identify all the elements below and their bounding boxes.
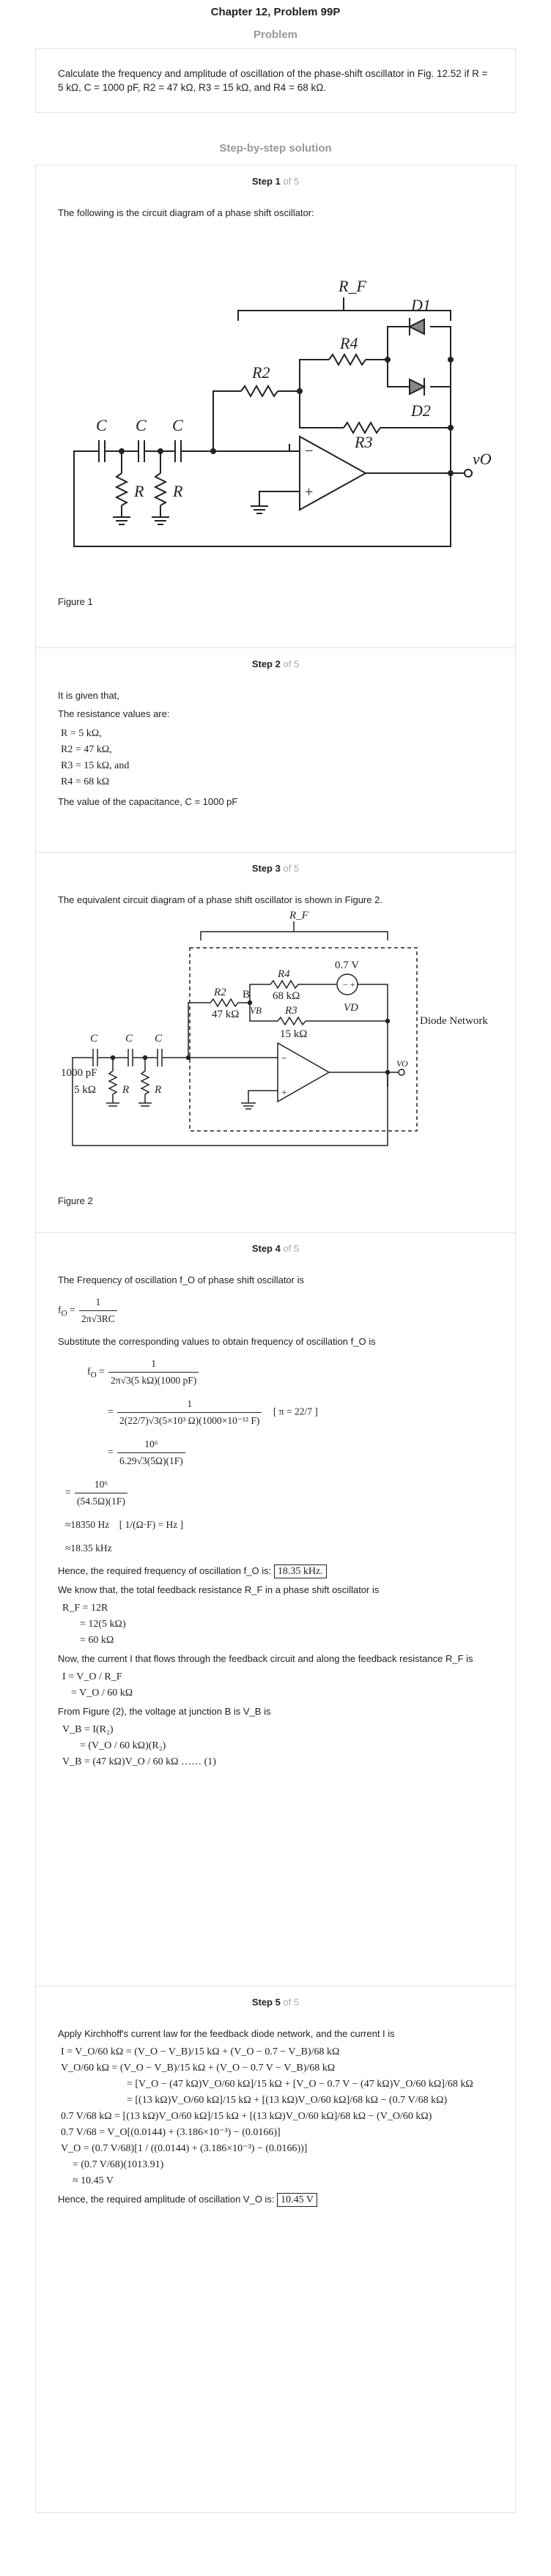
label-r3: R3: [355, 433, 373, 451]
result-amplitude: 10.45 V: [277, 2193, 317, 2207]
label-vo: VO: [396, 1058, 408, 1069]
calc4-den: (54.5Ω)(1F): [77, 1496, 125, 1507]
vb-line: V_B = I(R₂): [62, 1724, 114, 1735]
step-3: [36, 853, 515, 1233]
label-d1: D1: [411, 296, 431, 314]
kcl-line: = [(13 kΩ)V_O/60 kΩ]/15 kΩ + [(13 kΩ)V_O/60 kΩ]/68 kΩ − (0.7 V/68 kΩ): [127, 2095, 448, 2106]
equivalent-circuit-diagram: [58, 911, 498, 1189]
problem-text: Calculate the frequency and amplitude of oscillation of the phase-shift oscillator in Fig. 12.52 if R = 5 kΩ, C = 1000 pF, R2 = 47 kΩ, R3 = 15 kΩ, and R4 = 68 kΩ.: [58, 68, 488, 93]
step-text: The following is the circuit diagram of a phase shift oscillator:: [58, 207, 314, 218]
pi-note: π = 22/7: [278, 1406, 312, 1417]
kcl-line: 0.7 V/68 kΩ = [(13 kΩ)V_O/60 kΩ]/15 kΩ + [(13 kΩ)V_O/60 kΩ]/68 kΩ − (V_O/60 kΩ): [61, 2111, 432, 2122]
result-text: Hence, the required frequency of oscillation f_O is:: [58, 1565, 272, 1576]
label-rv: 5 kΩ: [74, 1084, 96, 1096]
calc2-den: 2(22/7)√3(5×10³ Ω)(1000×10⁻¹² F): [119, 1415, 260, 1426]
label-c2: C: [125, 1033, 133, 1044]
step-text: Apply Kirchhoff's current law for the feedback diode network, and the current I is: [58, 2028, 395, 2039]
value-line: R3 = 15 kΩ, and: [61, 760, 130, 771]
label-vb: VB: [250, 1005, 262, 1016]
label-r2: R2: [214, 987, 226, 998]
step-text: The value of the capacitance, C = 1000 pF: [58, 796, 238, 807]
step-header: Step 2 of 5: [251, 658, 300, 669]
rf-line: R_F = 12R: [62, 1603, 108, 1614]
kcl-line: V_O/60 kΩ = (V_O − V_B)/15 kΩ + (V_O − 0.7 V − V_B)/68 kΩ: [61, 2063, 336, 2074]
step-4: Step 4 of 5 The Frequency of oscillation f_O of phase shift oscillator is $f_O$ = $\frac{1}{2\pi√3RC}$ Substitute the corresponding values to obtain frequency of oscillation f_O is $f_O$ = $\frac{1}{2\pi√3(5 k\Omega)(1000 pF)}$ = $\frac{1}{\text{2(22/7)√3(5×10³ Ω)(1000×10⁻¹² F)}}$ [ π = 22/7 ] = $\frac{\text{10⁶}}{6.29√3(5\Omega)(1F)}$ = $\frac{\text{10⁶}}{(54.5\Omega)(1F)}$ ≈18350 Hz [ 1/(Ω·F) = Hz ] ≈18.35 kHz Hence, the required frequency of oscillation f_O is: 18.35 kHz. We know that, the total feedback resistance R_F in a phase shift oscillator is R_F = 12R = 12(5 kΩ) = 60 kΩ Now, the current I that flows through the feedback circuit and along the feedback resistance R_F is I = V_O / R_F = V_O / 60 kΩ From Figure (2), the voltage at junction B is V_B is V_B = I(R₂) = (V_O / 60 kΩ)(R₂) V_B = (47 kΩ)V_O / 60 kΩ …… (1): [36, 1233, 515, 1986]
calc5: ≈18350 Hz: [65, 1519, 110, 1530]
i-line: = V_O / 60 kΩ: [71, 1688, 133, 1699]
label-r-1: R: [122, 1084, 130, 1096]
vb-line: = (V_O / 60 kΩ)(R₂): [80, 1740, 166, 1751]
kcl-line: ≈ 10.45 V: [73, 2175, 114, 2186]
step-text: From Figure (2), the voltage at junction B is V_B is: [58, 1706, 271, 1717]
label-rf: R_F: [289, 911, 308, 921]
unit-note: 1/(Ω·F) = Hz: [125, 1519, 178, 1530]
label-r4v: 68 kΩ: [273, 990, 300, 1002]
step-text: Now, the current I that flows through the feedback circuit and along the feedback resistance R_F is: [58, 1653, 473, 1664]
phase-shift-oscillator-diagram: [58, 224, 498, 590]
step-header: Step 3 of 5: [251, 863, 300, 874]
formula-den: 2π√3RC: [81, 1313, 115, 1324]
step-text: The Frequency of oscillation f_O of phase shift oscillator is: [58, 1274, 304, 1285]
label-r-2: R: [155, 1084, 162, 1096]
figure-caption: Figure 2: [58, 1195, 93, 1206]
svg-text:−: −: [305, 443, 314, 459]
problem-box: [35, 48, 516, 113]
svg-text:+: +: [281, 1088, 287, 1099]
step-5: [36, 1986, 515, 2512]
kcl-line: 0.7 V/68 = V_O[(0.0144) + (3.186×10⁻³) − (0.0166)]: [61, 2127, 281, 2138]
label-c1: C: [96, 416, 107, 434]
label-r4: R4: [278, 968, 290, 980]
problem-section-title: Problem: [253, 29, 297, 41]
solution-section-title: Step-by-step solution: [219, 142, 332, 155]
label-c2: C: [136, 416, 147, 434]
figure-caption: Figure 1: [58, 596, 93, 607]
label-diode-network: Diode Network: [420, 1015, 488, 1027]
step-1: [36, 166, 515, 648]
label-r-1: R: [134, 482, 144, 500]
label-b: B: [243, 989, 251, 1001]
label-cv: 1000 pF: [61, 1067, 97, 1079]
i-line: I = V_O / R_F: [62, 1671, 122, 1682]
label-vo: vO: [473, 450, 492, 468]
value-line: R2 = 47 kΩ,: [61, 744, 112, 755]
label-c3: C: [155, 1033, 163, 1044]
step-text: We know that, the total feedback resistance R_F in a phase shift oscillator is: [58, 1584, 380, 1595]
kcl-line: V_O = (0.7 V/68)[1 / ((0.0144) + (3.186×10⁻³) − (0.0166))]: [61, 2143, 308, 2154]
step-text: It is given that,: [58, 690, 119, 701]
label-07v: 0.7 V: [335, 959, 360, 971]
calc3-den: 6.29√3(5Ω)(1F): [119, 1455, 183, 1466]
label-r2: R2: [252, 363, 270, 382]
svg-text:+: +: [305, 484, 314, 500]
kcl-line: = (0.7 V/68)(1013.91): [73, 2159, 164, 2170]
label-r-2: R: [173, 482, 183, 500]
kcl-line: I = V_O/60 kΩ = (V_O − V_B)/15 kΩ + (V_O − 0.7 − V_B)/68 kΩ: [61, 2046, 340, 2057]
result-text: Hence, the required amplitude of oscillation V_O is:: [58, 2194, 275, 2205]
label-c3: C: [172, 416, 183, 434]
rf-line: = 60 kΩ: [80, 1635, 114, 1646]
label-r4: R4: [340, 334, 358, 352]
label-c1: C: [90, 1033, 98, 1044]
value-line: R4 = 68 kΩ: [61, 776, 110, 787]
result-frequency: 18.35 kHz.: [274, 1564, 327, 1578]
step-text: The equivalent circuit diagram of a phase shift oscillator is shown in Figure 2.: [58, 894, 382, 905]
step-header: Step 5 of 5: [251, 1997, 300, 2008]
svg-text:− +: − +: [343, 979, 355, 990]
value-line: R = 5 kΩ,: [61, 728, 102, 739]
step-2: [36, 648, 515, 853]
label-rf: R_F: [339, 277, 366, 295]
svg-text:−: −: [281, 1053, 287, 1064]
label-r3v: 15 kΩ: [280, 1028, 308, 1040]
label-vd: VD: [344, 1002, 358, 1014]
formula-num: 1: [79, 1294, 117, 1311]
kcl-line: = [V_O − (47 kΩ)V_O/60 kΩ]/15 kΩ + [V_O − 0.7 V − (47 kΩ)V_O/60 kΩ]/68 kΩ: [127, 2079, 473, 2090]
chapter-title: Chapter 12, Problem 99P: [210, 6, 341, 18]
vb-line: V_B = (47 kΩ)V_O / 60 kΩ …… (1): [62, 1756, 216, 1767]
calc1-den: 2π√3(5 kΩ)(1000 pF): [111, 1375, 197, 1386]
label-r3: R3: [285, 1005, 297, 1017]
calc3-num: 10⁶: [117, 1436, 185, 1453]
rf-line: = 12(5 kΩ): [80, 1619, 126, 1630]
step-header: Step 4 of 5: [251, 1243, 300, 1254]
steps-container: [35, 165, 516, 2513]
calc4-num: 10⁶: [75, 1477, 127, 1493]
label-r2v: 47 kΩ: [212, 1009, 240, 1020]
step-text: The resistance values are:: [58, 708, 170, 719]
calc6: ≈18.35 kHz: [65, 1543, 112, 1554]
step-text: Substitute the corresponding values to obtain frequency of oscillation f_O is: [58, 1336, 376, 1347]
step-header: Step 1 of 5: [251, 176, 300, 187]
label-d2: D2: [411, 401, 431, 420]
